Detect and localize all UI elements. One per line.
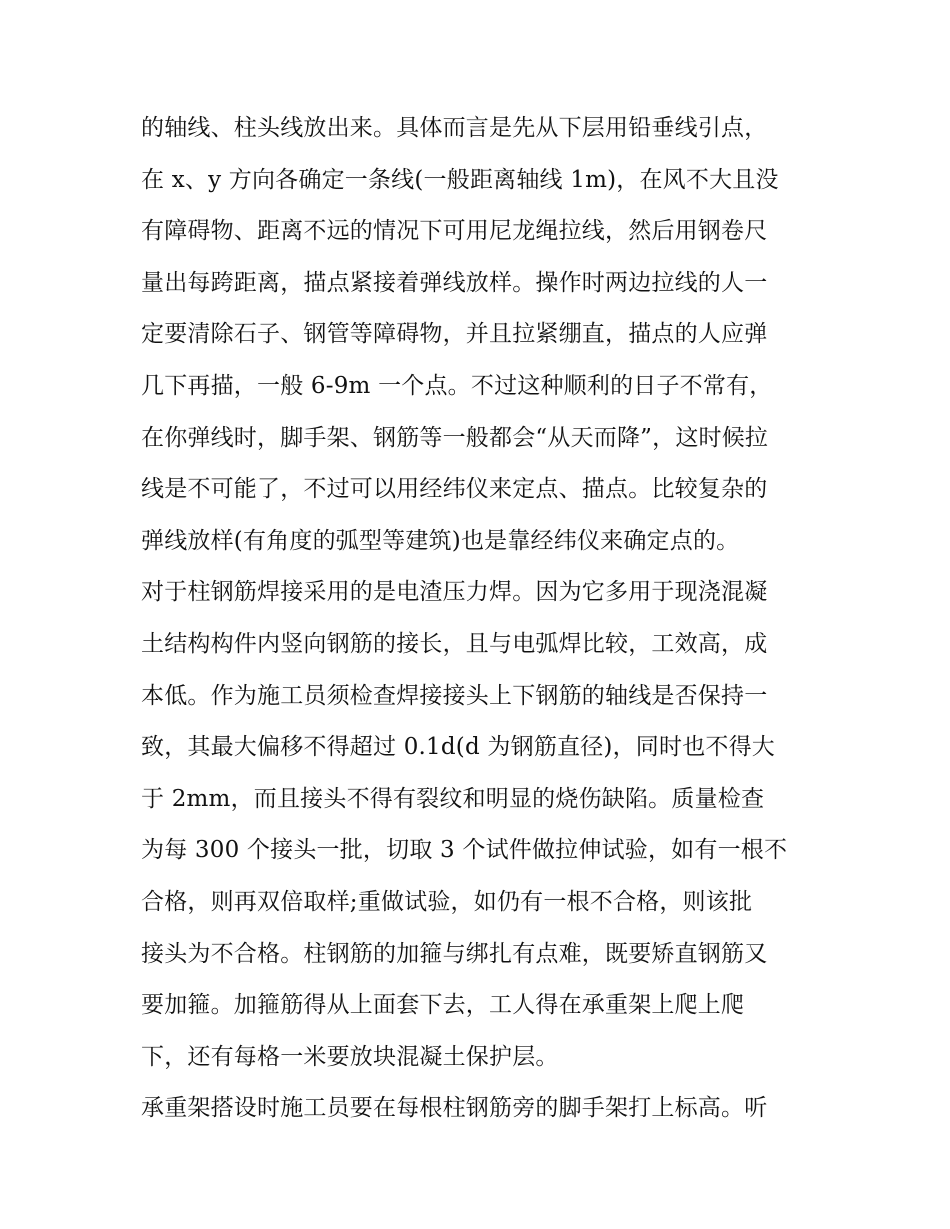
text-line: 的轴线、柱头线放出来。具体而言是先从下层用铅垂线引点， <box>141 115 768 141</box>
text-line: 合格，则再双倍取样;重做试验，如仍有一根不合格，则该批 <box>141 888 753 915</box>
text-line: 于 2mm，而且接头不得有裂纹和明显的烧伤缺陷。质量检查 <box>141 785 765 812</box>
text-line: 承重架搭设时施工员要在每根柱钢筋旁的脚手架打上标高。听 <box>141 1095 768 1122</box>
text-line: 在你弹线时，脚手架、钢筋等一般都会“从天而降”，这时候拉 <box>141 424 769 451</box>
paragraph-2 <box>141 567 831 1083</box>
text-line: 要加箍。加箍筋得从上面套下去，工人得在承重架上爬上爬 <box>141 992 745 1019</box>
document-body <box>141 103 831 1135</box>
text-line: 定要清除石子、钢管等障碍物，并且拉紧绷直，描点的人应弹 <box>141 321 768 348</box>
text-line: 几下再描，一般 6-9m 一个点。不过这种顺利的日子不常有， <box>141 372 773 399</box>
text-line: 弹线放样(有角度的弧型等建筑)也是靠经纬仪来确定点的。 <box>141 527 740 554</box>
text-line: 线是不可能了，不过可以用经纬仪来定点、描点。比较复杂的 <box>141 476 768 503</box>
text-line: 土结构构件内竖向钢筋的接长，且与电弧焊比较，工效高，成 <box>141 630 768 657</box>
text-line: 下，还有每格一米要放块混凝土保护层。 <box>141 1043 559 1070</box>
paragraph-1 <box>141 103 831 567</box>
text-line: 本低。作为施工员须检查焊接接头上下钢筋的轴线是否保持一 <box>141 682 768 709</box>
text-line: 对于柱钢筋焊接采用的是电渣压力焊。因为它多用于现浇混凝 <box>141 579 768 606</box>
text-line: 接头为不合格。柱钢筋的加箍与绑扎有点难，既要矫直钢筋又 <box>141 940 768 967</box>
text-line: 为每 300 个接头一批，切取 3 个试件做拉伸试验，如有一根不 <box>141 837 788 864</box>
text-line: 致，其最大偏移不得超过 0.1d(d 为钢筋直径)，同时也不得大 <box>141 734 775 761</box>
text-line: 在 x、y 方向各确定一条线(一般距离轴线 1m)，在风不大且没 <box>141 166 779 193</box>
text-line: 量出每跨距离，描点紧接着弹线放样。操作时两边拉线的人一 <box>141 269 768 296</box>
text-line: 有障碍物、距离不远的情况下可用尼龙绳拉线，然后用钢卷尺 <box>141 218 768 245</box>
paragraph-3 <box>141 1083 831 1135</box>
